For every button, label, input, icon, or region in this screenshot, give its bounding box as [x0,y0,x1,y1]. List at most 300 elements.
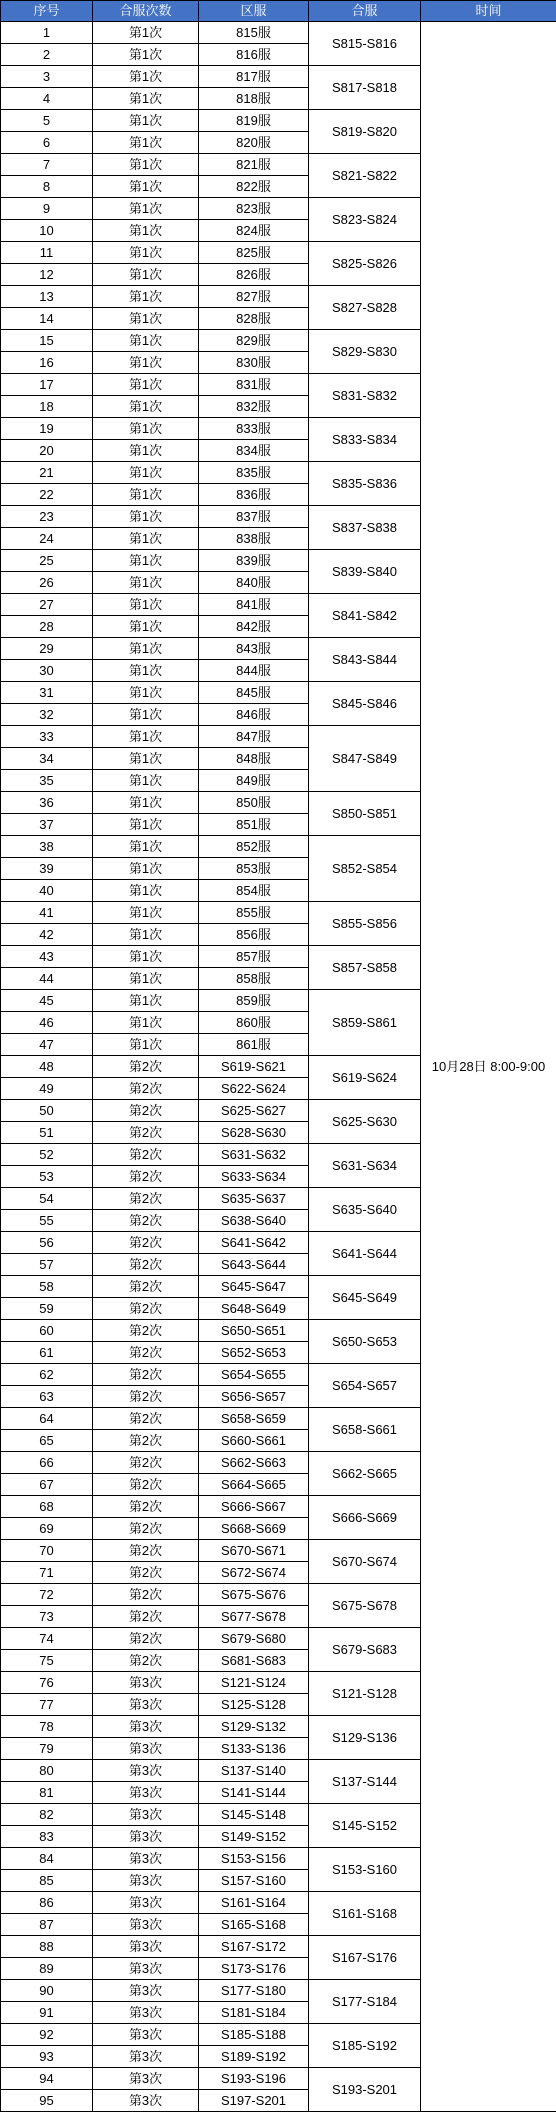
cell-merge-round: 第1次 [93,418,199,440]
cell-index: 89 [1,1958,93,1980]
cell-server: 840服 [199,572,309,594]
cell-server: 826服 [199,264,309,286]
cell-server: S161-S164 [199,1892,309,1914]
cell-merge: S850-S851 [309,792,421,836]
cell-server: 846服 [199,704,309,726]
cell-merge-round: 第3次 [93,1936,199,1958]
cell-server: 825服 [199,242,309,264]
cell-merge: S855-S856 [309,902,421,946]
cell-server: 837服 [199,506,309,528]
cell-merge-round: 第3次 [93,1804,199,1826]
cell-server: S652-S653 [199,1342,309,1364]
cell-index: 2 [1,44,93,66]
cell-merge: S161-S168 [309,1892,421,1936]
cell-server: S165-S168 [199,1914,309,1936]
cell-merge-round: 第1次 [93,770,199,792]
cell-index: 74 [1,1628,93,1650]
cell-merge-round: 第1次 [93,44,199,66]
cell-index: 80 [1,1760,93,1782]
cell-merge: S658-S661 [309,1408,421,1452]
cell-index: 17 [1,374,93,396]
cell-index: 87 [1,1914,93,1936]
cell-merge-round: 第1次 [93,528,199,550]
cell-index: 45 [1,990,93,1012]
cell-server: S645-S647 [199,1276,309,1298]
cell-index: 43 [1,946,93,968]
cell-index: 1 [1,22,93,44]
cell-merge: S841-S842 [309,594,421,638]
table-row [1,22,556,44]
cell-index: 30 [1,660,93,682]
header-merge-round: 合服次数 [93,1,199,22]
cell-server: S193-S196 [199,2068,309,2090]
cell-merge-round: 第3次 [93,1980,199,2002]
cell-index: 75 [1,1650,93,1672]
cell-index: 7 [1,154,93,176]
cell-merge: S666-S669 [309,1496,421,1540]
cell-merge-round: 第2次 [93,1518,199,1540]
cell-server: 831服 [199,374,309,396]
cell-server: S638-S640 [199,1210,309,1232]
cell-merge: S631-S634 [309,1144,421,1188]
cell-merge: S619-S624 [309,1056,421,1100]
cell-server: S167-S172 [199,1936,309,1958]
cell-index: 49 [1,1078,93,1100]
cell-server: 830服 [199,352,309,374]
cell-merge-round: 第1次 [93,308,199,330]
cell-index: 32 [1,704,93,726]
cell-server: 816服 [199,44,309,66]
cell-server: S133-S136 [199,1738,309,1760]
cell-merge: S137-S144 [309,1760,421,1804]
cell-server: S129-S132 [199,1716,309,1738]
cell-server: S197-S201 [199,2090,309,2112]
cell-server: S648-S649 [199,1298,309,1320]
cell-index: 88 [1,1936,93,1958]
cell-merge: S847-S849 [309,726,421,792]
cell-merge-round: 第1次 [93,352,199,374]
cell-server: S675-S676 [199,1584,309,1606]
cell-server: S189-S192 [199,2046,309,2068]
cell-index: 60 [1,1320,93,1342]
cell-index: 11 [1,242,93,264]
cell-merge-round: 第2次 [93,1276,199,1298]
cell-server: 842服 [199,616,309,638]
cell-merge: S821-S822 [309,154,421,198]
cell-merge-round: 第1次 [93,792,199,814]
cell-merge-round: 第1次 [93,396,199,418]
cell-server: S619-S621 [199,1056,309,1078]
cell-index: 15 [1,330,93,352]
cell-server: S185-S188 [199,2024,309,2046]
cell-server: 861服 [199,1034,309,1056]
cell-merge-round: 第2次 [93,1100,199,1122]
cell-index: 16 [1,352,93,374]
cell-merge-round: 第1次 [93,462,199,484]
cell-merge-round: 第2次 [93,1540,199,1562]
cell-server: S177-S180 [199,1980,309,2002]
cell-server: 844服 [199,660,309,682]
cell-merge: S829-S830 [309,330,421,374]
cell-merge-round: 第1次 [93,616,199,638]
cell-merge-round: 第2次 [93,1078,199,1100]
cell-server: S643-S644 [199,1254,309,1276]
cell-merge-round: 第1次 [93,990,199,1012]
cell-merge: S193-S201 [309,2068,421,2112]
cell-merge: S153-S160 [309,1848,421,1892]
cell-merge: S654-S657 [309,1364,421,1408]
cell-merge-round: 第2次 [93,1496,199,1518]
cell-server: 857服 [199,946,309,968]
cell-server: S628-S630 [199,1122,309,1144]
cell-merge-round: 第1次 [93,946,199,968]
cell-server: S137-S140 [199,1760,309,1782]
cell-server: 858服 [199,968,309,990]
cell-merge-round: 第1次 [93,484,199,506]
cell-index: 79 [1,1738,93,1760]
cell-index: 72 [1,1584,93,1606]
cell-server: S672-S674 [199,1562,309,1584]
cell-merge-round: 第3次 [93,1672,199,1694]
cell-index: 64 [1,1408,93,1430]
cell-index: 21 [1,462,93,484]
cell-server: 853服 [199,858,309,880]
cell-merge: S177-S184 [309,1980,421,2024]
cell-merge: S825-S826 [309,242,421,286]
cell-merge-round: 第1次 [93,154,199,176]
cell-merge-round: 第2次 [93,1408,199,1430]
cell-server: 859服 [199,990,309,1012]
cell-index: 61 [1,1342,93,1364]
cell-server: S181-S184 [199,2002,309,2024]
cell-index: 95 [1,2090,93,2112]
cell-server: S145-S148 [199,1804,309,1826]
cell-index: 57 [1,1254,93,1276]
cell-server: 856服 [199,924,309,946]
cell-index: 66 [1,1452,93,1474]
cell-index: 69 [1,1518,93,1540]
cell-index: 81 [1,1782,93,1804]
cell-server: 817服 [199,66,309,88]
cell-merge-round: 第2次 [93,1056,199,1078]
cell-index: 48 [1,1056,93,1078]
cell-merge-round: 第2次 [93,1342,199,1364]
cell-index: 67 [1,1474,93,1496]
cell-merge: S831-S832 [309,374,421,418]
cell-index: 91 [1,2002,93,2024]
cell-server: S149-S152 [199,1826,309,1848]
cell-merge-round: 第3次 [93,1870,199,1892]
cell-server: 845服 [199,682,309,704]
cell-index: 28 [1,616,93,638]
cell-merge-round: 第1次 [93,506,199,528]
cell-server: 850服 [199,792,309,814]
cell-merge-round: 第1次 [93,198,199,220]
cell-index: 14 [1,308,93,330]
cell-merge-round: 第1次 [93,374,199,396]
cell-server: 841服 [199,594,309,616]
cell-merge: S675-S678 [309,1584,421,1628]
cell-merge: S852-S854 [309,836,421,902]
cell-index: 40 [1,880,93,902]
cell-server: S660-S661 [199,1430,309,1452]
cell-index: 5 [1,110,93,132]
cell-server: S631-S632 [199,1144,309,1166]
cell-server: 851服 [199,814,309,836]
cell-index: 56 [1,1232,93,1254]
cell-merge-round: 第3次 [93,1958,199,1980]
cell-merge-round: 第2次 [93,1474,199,1496]
cell-server: 823服 [199,198,309,220]
cell-index: 31 [1,682,93,704]
table-body [1,22,556,2112]
cell-server: 833服 [199,418,309,440]
cell-index: 47 [1,1034,93,1056]
cell-index: 76 [1,1672,93,1694]
cell-index: 92 [1,2024,93,2046]
cell-merge: S857-S858 [309,946,421,990]
cell-server: S664-S665 [199,1474,309,1496]
cell-server: 854服 [199,880,309,902]
cell-index: 25 [1,550,93,572]
cell-server: 860服 [199,1012,309,1034]
cell-server: 848服 [199,748,309,770]
cell-server: 827服 [199,286,309,308]
cell-merge-round: 第3次 [93,2002,199,2024]
cell-index: 23 [1,506,93,528]
cell-merge-round: 第3次 [93,2024,199,2046]
cell-server: 832服 [199,396,309,418]
cell-merge-round: 第3次 [93,2046,199,2068]
cell-index: 41 [1,902,93,924]
cell-merge-round: 第3次 [93,1694,199,1716]
cell-index: 93 [1,2046,93,2068]
cell-merge: S815-S816 [309,22,421,66]
cell-server: 822服 [199,176,309,198]
cell-index: 3 [1,66,93,88]
cell-index: 58 [1,1276,93,1298]
cell-merge-round: 第1次 [93,1012,199,1034]
cell-merge-round: 第1次 [93,880,199,902]
cell-merge: S833-S834 [309,418,421,462]
cell-index: 44 [1,968,93,990]
cell-merge: S859-S861 [309,990,421,1056]
cell-server: 835服 [199,462,309,484]
cell-merge-round: 第1次 [93,88,199,110]
cell-merge-round: 第2次 [93,1452,199,1474]
cell-merge: S641-S644 [309,1232,421,1276]
cell-server: S681-S683 [199,1650,309,1672]
cell-index: 82 [1,1804,93,1826]
header-server: 区服 [199,1,309,22]
cell-index: 62 [1,1364,93,1386]
cell-merge-round: 第1次 [93,726,199,748]
cell-merge-round: 第2次 [93,1188,199,1210]
cell-server: 849服 [199,770,309,792]
cell-index: 70 [1,1540,93,1562]
cell-index: 59 [1,1298,93,1320]
cell-merge-round: 第1次 [93,176,199,198]
cell-server: S633-S634 [199,1166,309,1188]
cell-merge-round: 第2次 [93,1298,199,1320]
cell-server: S677-S678 [199,1606,309,1628]
cell-merge-round: 第1次 [93,748,199,770]
cell-merge-round: 第2次 [93,1650,199,1672]
cell-index: 63 [1,1386,93,1408]
cell-merge-round: 第1次 [93,286,199,308]
cell-server: S656-S657 [199,1386,309,1408]
cell-time: 10月28日 8:00-9:00 [421,22,556,2112]
cell-merge: S129-S136 [309,1716,421,1760]
cell-merge-round: 第1次 [93,858,199,880]
cell-server: S622-S624 [199,1078,309,1100]
cell-merge-round: 第1次 [93,594,199,616]
cell-merge: S827-S828 [309,286,421,330]
cell-merge-round: 第1次 [93,242,199,264]
cell-merge-round: 第3次 [93,1892,199,1914]
cell-merge-round: 第1次 [93,968,199,990]
cell-server: 824服 [199,220,309,242]
cell-server: S121-S124 [199,1672,309,1694]
cell-merge: S837-S838 [309,506,421,550]
cell-index: 42 [1,924,93,946]
cell-merge: S145-S152 [309,1804,421,1848]
cell-merge: S845-S846 [309,682,421,726]
cell-index: 65 [1,1430,93,1452]
cell-server: S670-S671 [199,1540,309,1562]
cell-server: S658-S659 [199,1408,309,1430]
cell-merge: S679-S683 [309,1628,421,1672]
cell-index: 68 [1,1496,93,1518]
cell-merge: S645-S649 [309,1276,421,1320]
cell-server: S625-S627 [199,1100,309,1122]
cell-merge-round: 第3次 [93,1760,199,1782]
cell-merge-round: 第3次 [93,2090,199,2112]
cell-merge-round: 第3次 [93,2068,199,2090]
cell-server: S654-S655 [199,1364,309,1386]
cell-server: S662-S663 [199,1452,309,1474]
cell-merge-round: 第2次 [93,1144,199,1166]
cell-index: 83 [1,1826,93,1848]
cell-merge-round: 第1次 [93,572,199,594]
cell-index: 8 [1,176,93,198]
cell-merge: S650-S653 [309,1320,421,1364]
cell-merge-round: 第2次 [93,1430,199,1452]
cell-index: 20 [1,440,93,462]
cell-merge-round: 第1次 [93,264,199,286]
cell-merge-round: 第1次 [93,220,199,242]
cell-server: S153-S156 [199,1848,309,1870]
cell-merge: S835-S836 [309,462,421,506]
cell-index: 37 [1,814,93,836]
cell-merge: S670-S674 [309,1540,421,1584]
cell-index: 38 [1,836,93,858]
cell-merge-round: 第2次 [93,1122,199,1144]
cell-server: S141-S144 [199,1782,309,1804]
cell-server: S679-S680 [199,1628,309,1650]
cell-server: 815服 [199,22,309,44]
cell-merge-round: 第2次 [93,1562,199,1584]
cell-merge-round: 第2次 [93,1320,199,1342]
cell-server: 843服 [199,638,309,660]
cell-merge-round: 第2次 [93,1210,199,1232]
cell-merge-round: 第3次 [93,1738,199,1760]
cell-merge: S839-S840 [309,550,421,594]
cell-merge-round: 第3次 [93,1716,199,1738]
cell-server: S125-S128 [199,1694,309,1716]
cell-merge-round: 第3次 [93,1914,199,1936]
header-index: 序号 [1,1,93,22]
cell-server: 819服 [199,110,309,132]
cell-server: S173-S176 [199,1958,309,1980]
cell-index: 46 [1,1012,93,1034]
cell-index: 12 [1,264,93,286]
cell-merge: S817-S818 [309,66,421,110]
cell-server: S635-S637 [199,1188,309,1210]
cell-server: 855服 [199,902,309,924]
cell-merge-round: 第3次 [93,1782,199,1804]
cell-server: S641-S642 [199,1232,309,1254]
cell-merge-round: 第1次 [93,330,199,352]
cell-index: 94 [1,2068,93,2090]
cell-merge-round: 第1次 [93,22,199,44]
cell-merge-round: 第1次 [93,132,199,154]
cell-index: 73 [1,1606,93,1628]
cell-merge-round: 第1次 [93,836,199,858]
cell-server: 834服 [199,440,309,462]
cell-server: 821服 [199,154,309,176]
cell-index: 50 [1,1100,93,1122]
cell-index: 26 [1,572,93,594]
cell-index: 13 [1,286,93,308]
cell-index: 6 [1,132,93,154]
cell-merge-round: 第1次 [93,1034,199,1056]
cell-index: 51 [1,1122,93,1144]
header-row [1,1,556,22]
cell-merge-round: 第3次 [93,1826,199,1848]
cell-merge-round: 第1次 [93,704,199,726]
cell-server: S650-S651 [199,1320,309,1342]
cell-index: 19 [1,418,93,440]
cell-server: S668-S669 [199,1518,309,1540]
cell-merge-round: 第1次 [93,902,199,924]
cell-merge: S635-S640 [309,1188,421,1232]
cell-index: 85 [1,1870,93,1892]
cell-index: 84 [1,1848,93,1870]
cell-index: 71 [1,1562,93,1584]
cell-index: 24 [1,528,93,550]
cell-index: 35 [1,770,93,792]
cell-index: 39 [1,858,93,880]
cell-merge-round: 第1次 [93,638,199,660]
cell-index: 53 [1,1166,93,1188]
cell-index: 18 [1,396,93,418]
cell-server: 828服 [199,308,309,330]
cell-merge-round: 第2次 [93,1606,199,1628]
cell-merge-round: 第3次 [93,1848,199,1870]
cell-index: 22 [1,484,93,506]
cell-merge-round: 第1次 [93,814,199,836]
cell-index: 77 [1,1694,93,1716]
cell-index: 34 [1,748,93,770]
cell-index: 4 [1,88,93,110]
cell-index: 10 [1,220,93,242]
cell-merge: S843-S844 [309,638,421,682]
cell-index: 78 [1,1716,93,1738]
cell-server: 839服 [199,550,309,572]
cell-index: 29 [1,638,93,660]
cell-merge-round: 第2次 [93,1584,199,1606]
